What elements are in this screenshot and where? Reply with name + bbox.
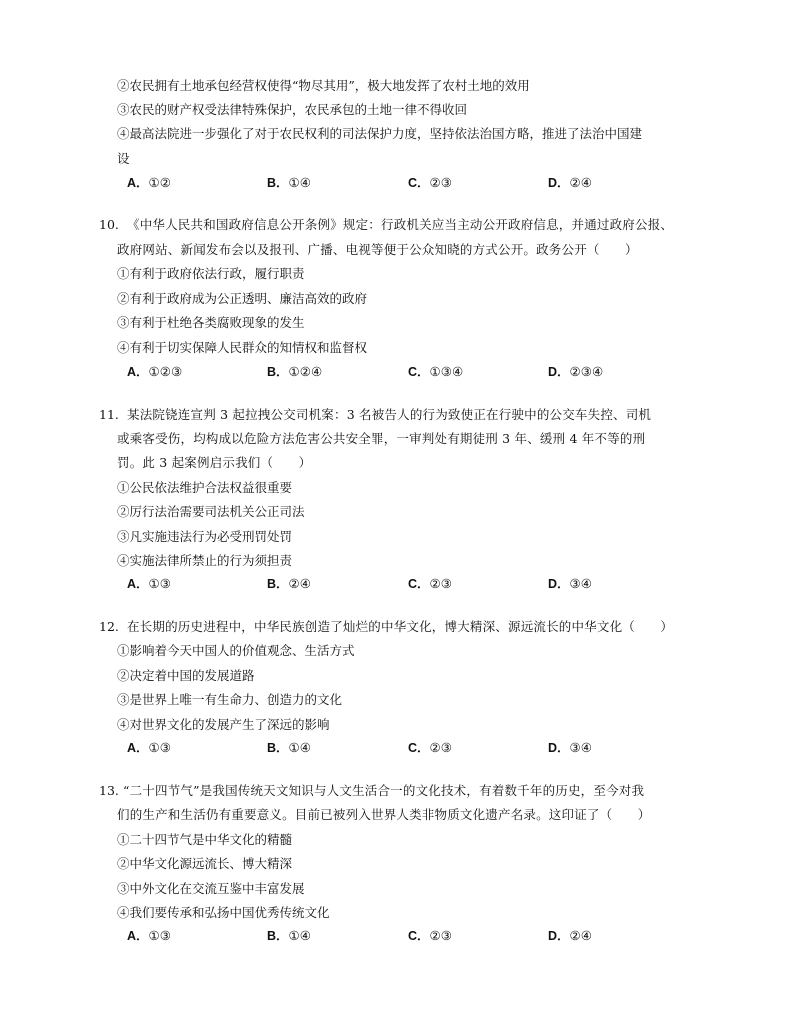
q10-statement-1: ①有利于政府依法行政，履行职责 <box>117 266 305 281</box>
q11-statement-4: ④实施法律所禁止的行为须担责 <box>117 553 293 568</box>
q12-option-c[interactable]: C．②③ <box>408 740 452 755</box>
q11-statement-3: ③凡实施违法行为必受刑罚处罚 <box>117 529 293 544</box>
q11-option-a[interactable]: A．①③ <box>127 576 171 591</box>
q9-statement-3: ③农民的财产权受法律特殊保护，农民承包的土地一律不得收回 <box>117 102 468 117</box>
q11-number: 11. <box>99 407 119 422</box>
q13-option-d[interactable]: D．②④ <box>548 928 592 943</box>
q13-option-a[interactable]: A．①③ <box>127 928 171 943</box>
q12-statement-3: ③是世界上唯一有生命力、创造力的文化 <box>117 692 343 707</box>
q9-option-c[interactable]: C．②③ <box>408 175 452 190</box>
q10-statement-4: ④有利于切实保障人民群众的知情权和监督权 <box>117 340 368 355</box>
q12-number: 12. <box>99 619 119 634</box>
q13-stem-line-1: “二十四节气”是我国传统天文知识与人文生活合一的文化技术，有着数千年的历史，至今对我 <box>123 783 645 798</box>
q13-statement-3: ③中外文化在交流互鉴中丰富发展 <box>117 881 305 896</box>
q10-stem-line-1: 《中华人民共和国政府信息公开条例》规定：行政机关应当主动公开政府信息，并通过政府公报、 <box>127 217 674 232</box>
q13-option-c[interactable]: C．②③ <box>408 928 452 943</box>
q13-stem-line-2: 们的生产和生活仍有重要意义。目前已被列入世界人类非物质文化遗产名录。这印证了（ ） <box>117 807 651 822</box>
q12-option-d[interactable]: D．③④ <box>548 740 592 755</box>
q13-option-b[interactable]: B．①④ <box>267 928 311 943</box>
q11-stem-line-3: 罚。此 3 起案例启示我们（ ） <box>117 455 312 470</box>
q11-option-d[interactable]: D．③④ <box>548 576 592 591</box>
q11-option-c[interactable]: C．②③ <box>408 576 452 591</box>
q9-statement-4a: ④最高法院进一步强化了对于农民权利的司法保护力度，坚持依法治国方略，推进了法治中国建 <box>117 126 643 141</box>
q10-option-d[interactable]: D．②③④ <box>548 364 604 379</box>
q12-statement-1: ①影响着今天中国人的价值观念、生活方式 <box>117 643 355 658</box>
q11-statement-2: ②厉行法治需要司法机关公正司法 <box>117 504 305 519</box>
q9-statement-4b: 设 <box>117 151 130 166</box>
q10-option-a[interactable]: A．①②③ <box>127 364 183 379</box>
q10-number: 10. <box>99 217 119 232</box>
q12-statement-2: ②决定着中国的发展道路 <box>117 668 255 683</box>
q9-statement-2: ②农民拥有土地承包经营权使得“物尽其用”，极大地发挥了农村土地的效用 <box>117 78 530 93</box>
q13-number: 13. <box>99 783 119 798</box>
q10-stem-line-2: 政府网站、新闻发布会以及报刊、广播、电视等便于公众知晓的方式公开。政务公开（ ） <box>117 242 638 257</box>
q11-stem-line-1: 某法院铙连宣判 3 起拉拽公交司机案：3 名被告人的行为致使正在行驶中的公交车失控、司机 <box>127 407 652 422</box>
q12-option-b[interactable]: B．①④ <box>267 740 311 755</box>
q11-option-b[interactable]: B．②④ <box>267 576 311 591</box>
q12-option-a[interactable]: A．①③ <box>127 740 171 755</box>
q10-option-b[interactable]: B．①②④ <box>267 364 323 379</box>
q9-option-b[interactable]: B．①④ <box>267 175 311 190</box>
q10-option-c[interactable]: C．①③④ <box>408 364 464 379</box>
q12-stem-line-1: 在长期的历史进程中，中华民族创造了灿烂的中华文化，博大精深、源远流长的中华文化（ ） <box>127 619 674 634</box>
q11-stem-line-2: 或乘客受伤，均构成以危险方法危害公共安全罪，一审判处有期徒刑 3 年、缓刑 4 年不等的刑 <box>117 431 646 446</box>
q10-statement-2: ②有利于政府成为公正透明、廉洁高效的政府 <box>117 291 368 306</box>
q12-statement-4: ④对世界文化的发展产生了深远的影响 <box>117 717 330 732</box>
q13-statement-2: ②中华文化源远流长、博大精深 <box>117 856 293 871</box>
q13-statement-1: ①二十四节气是中华文化的精髓 <box>117 832 293 847</box>
q13-statement-4: ④我们要传承和弘扬中国优秀传统文化 <box>117 905 330 920</box>
q11-statement-1: ①公民依法维护合法权益很重要 <box>117 480 293 495</box>
q10-statement-3: ③有利于杜绝各类腐败现象的发生 <box>117 315 305 330</box>
q9-option-a[interactable]: A．①② <box>127 175 171 190</box>
q9-option-d[interactable]: D．②④ <box>548 175 592 190</box>
